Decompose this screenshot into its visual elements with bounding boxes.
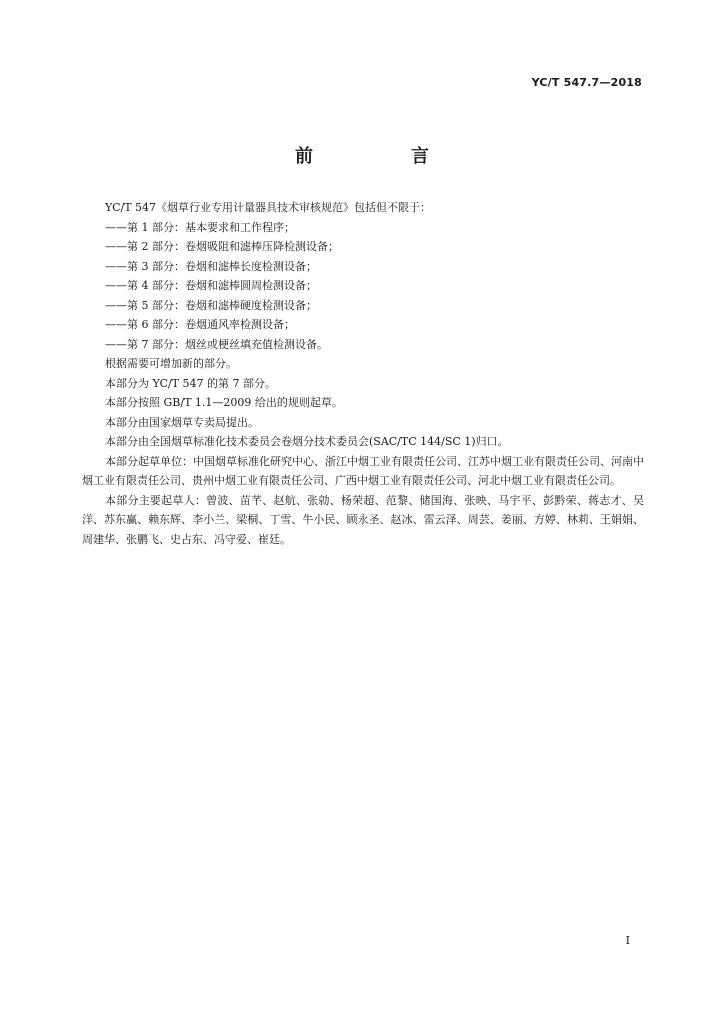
document-body	[82, 198, 644, 549]
standard-code-header: YC/T 547.7—2018	[531, 76, 642, 89]
part-item-6: ——第 6 部分：卷烟通风率检测设备；	[105, 318, 295, 331]
paragraph-drafting-rules: 本部分按照 GB/T 1.1—2009 给出的规则起草。	[105, 396, 343, 409]
page-number: I	[625, 934, 630, 947]
paragraph-drafting-units: 本部分起草单位：中国烟草标准化研究中心、浙江中烟工业有限责任公司、江苏中烟工业有限责任公司、河南中烟工业有限责任公司、贵州中烟工业有限责任公司、广西中烟工业有限责任公司、河北中烟工业有限责任公司。	[82, 454, 644, 487]
part-item-5: ——第 5 部分：卷烟和滤棒硬度检测设备；	[105, 298, 317, 312]
part-item-7: ——第 7 部分：烟丝或梗丝填充值检测设备。	[105, 337, 328, 351]
intro-line: YC/T 547《烟草行业专用计量器具技术审核规范》包括但不限于：	[105, 201, 432, 214]
part-item-4: ——第 4 部分：卷烟和滤棒圆周检测设备；	[105, 279, 317, 292]
paragraph-proposer: 本部分由国家烟草专卖局提出。	[105, 415, 259, 429]
part-item-1: ——第 1 部分：基本要求和工作程序；	[105, 220, 295, 234]
paragraph-additional-parts: 根据需要可增加新的部分。	[105, 357, 237, 370]
paragraph-drafters: 本部分主要起草人：曾波、苗芊、赵航、张勍、杨荣超、范黎、储国海、张映、马宇平、彭黔荣、蒋志才、吴洋、苏东赢、赖东辉、李小兰、梁桐、丁雪、牛小民、顾永圣、赵冰、雷云泽、周芸、姜丽、方婷、林莉、王娟娟、周建华、张鹏飞、史占东、冯守爱、崔廷。	[82, 493, 644, 546]
page-title: 前 言	[295, 146, 469, 167]
paragraph-part-number: 本部分为 YC/T 547 的第 7 部分。	[105, 376, 277, 390]
paragraph-technical-committee: 本部分由全国烟草标准化技术委员会卷烟分技术委员会(SAC/TC 144/SC 1)归口。	[105, 435, 509, 448]
part-item-2: ——第 2 部分：卷烟吸阻和滤棒压降检测设备；	[105, 240, 339, 253]
part-item-3: ——第 3 部分：卷烟和滤棒长度检测设备；	[105, 259, 317, 273]
